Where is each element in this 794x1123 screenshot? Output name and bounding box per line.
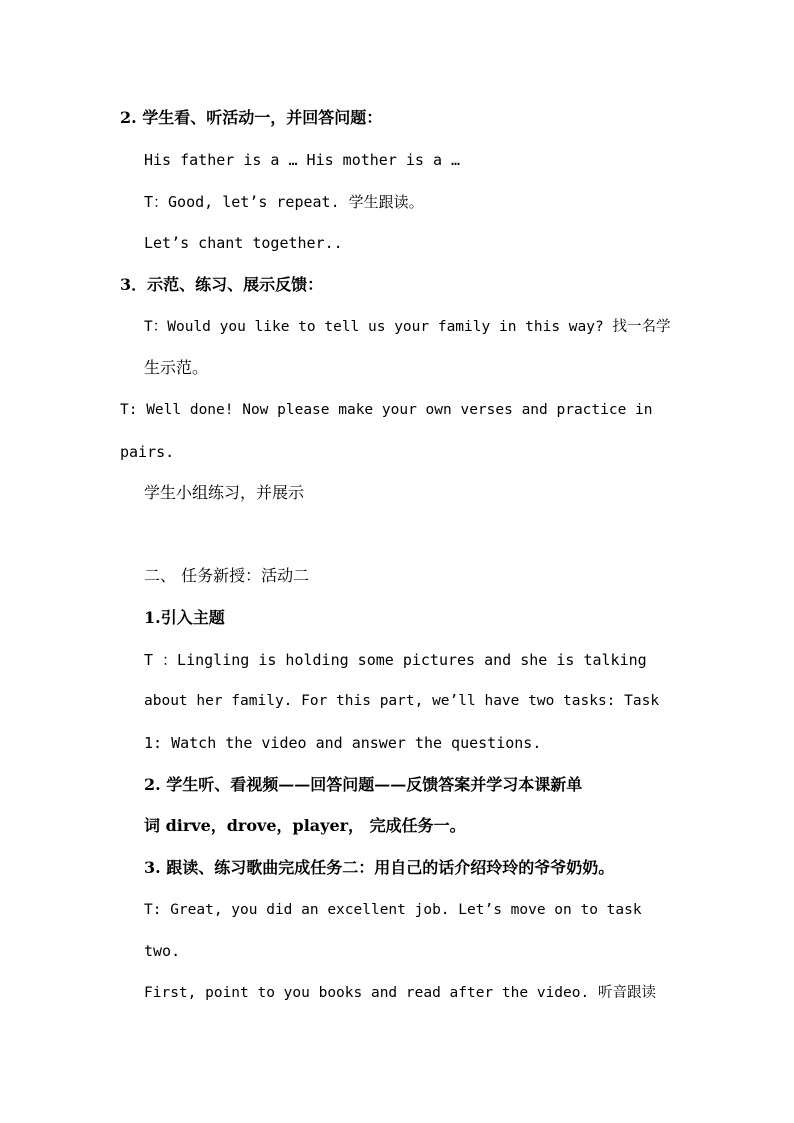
step2-line-2: T：Good, let’s repeat. 学生跟读。 <box>144 193 424 211</box>
step3-line-3: T: Well done! Now please make your own verses and practice in <box>120 402 653 418</box>
section2-step3-line-1: 3. 跟读、练习歌曲完成任务二：用自己的话介绍玲玲的爷爷奶奶。 <box>144 858 615 877</box>
section2-step1-line-1: T ：Lingling is holding some pictures and she is talking <box>144 651 647 669</box>
section2-step1-heading: 1.引入主题 <box>144 608 225 627</box>
step3-line-1: T：Would you like to tell us your family in this way? 找一名学 <box>144 319 671 335</box>
section2-step2-line-1: 2. 学生听、看视频——回答问题——反馈答案并学习本课新单 <box>144 775 583 794</box>
section2-step1-line-2: about her family. For this part, we’ll have two tasks: Task <box>144 693 660 709</box>
section2-step2-line-2: 词 dirve，drove，player， 完成任务一。 <box>144 816 466 835</box>
section2-step3-line-4: First, point to you books and read after the video. 听音跟读 <box>144 985 656 1001</box>
step3-line-2: 生示范。 <box>144 358 209 377</box>
section2-step1-line-3: 1: Watch the video and answer the questions. <box>144 734 542 752</box>
step3-line-4: pairs. <box>120 443 175 461</box>
step2-line-3: Let’s chant together.. <box>144 234 343 252</box>
step3-heading: 3．示范、练习、展示反馈： <box>120 275 324 294</box>
section2-step3-line-2: T: Great, you did an excellent job. Let’s move on to task <box>144 902 642 918</box>
step3-line-5: 学生小组练习，并展示 <box>144 483 305 502</box>
section2-step3-line-3: two. <box>144 942 181 960</box>
step2-line-1: His father is a … His mother is a … <box>144 151 461 169</box>
step2-heading: 2. 学生看、听活动一，并回答问题： <box>120 108 383 127</box>
section2-heading: 二、 任务新授：活动二 <box>144 566 310 585</box>
